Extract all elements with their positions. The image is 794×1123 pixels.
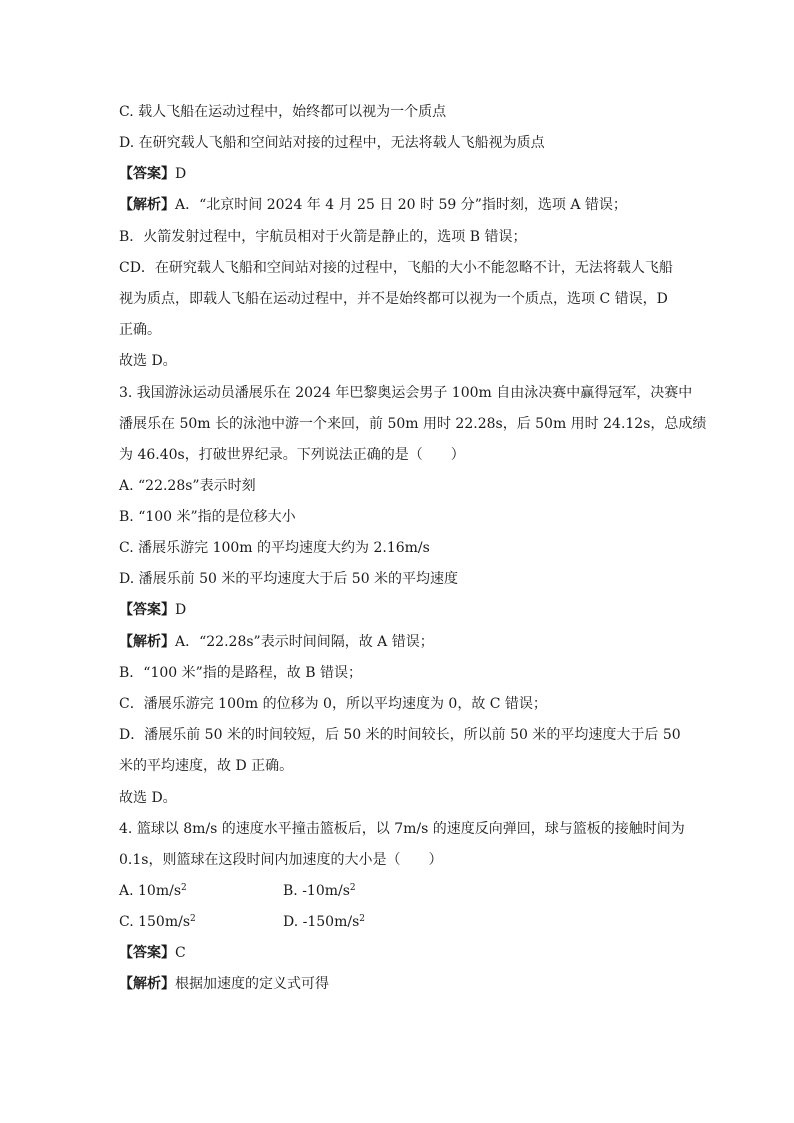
q3-analysis-line-3: C．潘展乐游完 100m 的位移为 0，所以平均速度为 0，故 C 错误； [119,696,547,712]
q3-analysis-line-5: 米的平均速度，故 D 正确。 [119,758,294,774]
q3-stem-line-1: 3. 我国游泳运动员潘展乐在 2024 年巴黎奥运会男子 100m 自由泳决赛中赢得冠军，决赛中 [119,385,693,401]
q2-answer [119,164,186,184]
analysis-text: A．“22.28s”表示时间间隔，故 A 错误； [175,634,434,650]
q3-answer [119,600,186,620]
q2-option-d: D. 在研究载人飞船和空间站对接的过程中，无法将载人飞船视为质点 [119,135,545,151]
analysis-tag: 【解析】 [119,197,175,213]
q3-stem-line-3: 为 46.40s，打破世界纪录。下列说法正确的是（ ） [119,447,465,463]
q3-conclusion: 故选 D。 [119,790,177,806]
q4-stem-line-1: 4. 篮球以 8m/s 的速度水平撞击篮板后，以 7m/s 的速度反向弹回，球与篮板的接触时间为 [119,821,685,837]
q2-option-c: C. 载人飞船在运动过程中，始终都可以视为一个质点 [119,104,447,120]
q3-stem-line-2: 潘展乐在 50m 长的泳池中游一个来回，前 50m 用时 22.28s，后 50m 用时 24.12s，总成绩 [119,416,707,432]
q4-option-a: A. $10m/s^2$ [119,883,187,899]
q4-option-c: C. $150m/s^2$ [119,914,196,930]
q3-analysis-line-4: D．潘展乐前 50 米的时间较短，后 50 米的时间较长，所以前 50 米的平均速度大于后 50 [119,727,681,743]
q4-option-d: D. $-150m/s^2$ [283,914,365,930]
q2-analysis-line-4: 视为质点，即载人飞船在运动过程中，并不是始终都可以视为一个质点，选项 C 错误，D [119,291,668,307]
analysis-text: A．“北京时间 2024 年 4 月 25 日 20 时 59 分”指时刻，选项 A 错误； [175,197,627,213]
answer-tag: 【答案】 [119,166,175,182]
q4-option-b: B. $-10m/s^2$ [283,883,356,899]
q4-answer [119,943,186,963]
analysis-text: 根据加速度的定义式可得 [175,976,329,992]
analysis-tag: 【解析】 [119,634,175,650]
analysis-tag: 【解析】 [119,976,175,992]
answer-value: D [175,166,187,182]
q3-option-b: B. “100 米”指的是位移大小 [119,509,296,525]
q2-analysis-line-1 [119,195,627,215]
q2-conclusion: 故选 D。 [119,353,177,369]
q3-analysis-line-2: B．“100 米”指的是路程，故 B 错误； [119,665,362,681]
q3-analysis-line-1 [119,632,434,652]
answer-value: C [175,945,186,961]
answer-tag: 【答案】 [119,602,175,618]
q3-option-d: D. 潘展乐前 50 米的平均速度大于后 50 米的平均速度 [119,571,459,587]
q4-stem-line-2: 0.1s，则篮球在这段时间内加速度的大小是（ ） [119,852,443,868]
q2-analysis-line-5: 正确。 [119,322,161,338]
q2-analysis-line-2: B．火箭发射过程中，宇航员相对于火箭是静止的，选项 B 错误； [119,229,527,245]
q2-analysis-line-3: CD．在研究载人飞船和空间站对接的过程中，飞船的大小不能忽略不计，无法将载人飞船 [119,260,673,276]
answer-value: D [175,602,187,618]
q3-option-c: C. 潘展乐游完 100m 的平均速度大约为 2.16m/s [119,540,430,556]
q3-option-a: A. “22.28s”表示时刻 [119,478,256,494]
answer-tag: 【答案】 [119,945,175,961]
q4-analysis-line-1 [119,974,329,994]
